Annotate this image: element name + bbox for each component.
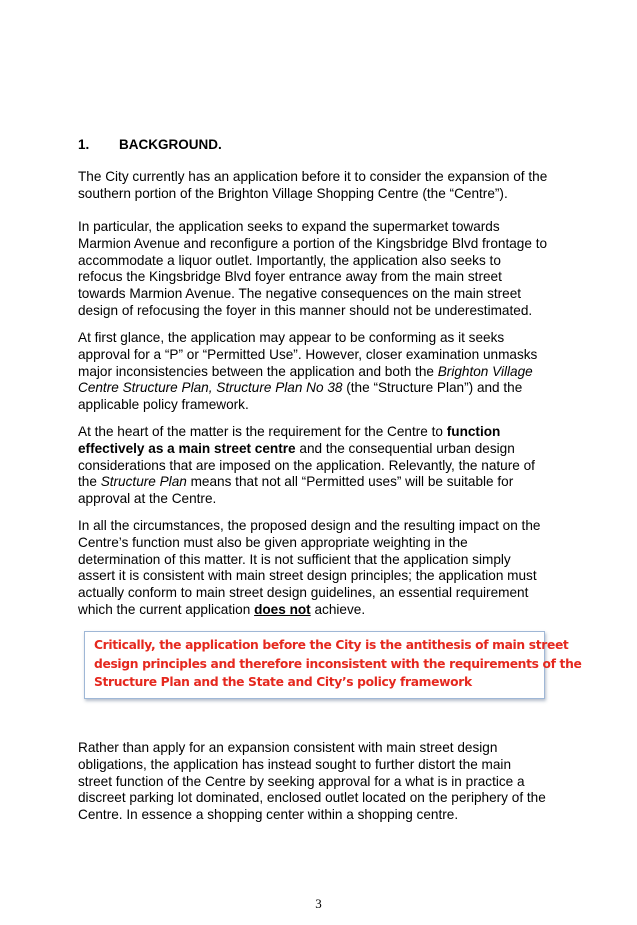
text-line: Marmion Avenue and reconfigure a portion of the Kingsbridge Blvd frontage to (78, 235, 548, 251)
bold-run: function (446, 424, 501, 439)
page-number: 3 (315, 896, 322, 911)
text-line: Rather than apply for an expansion consistent with main street design (78, 740, 498, 755)
text-line: determination of this matter. It is not sufficient that the application simply (78, 551, 511, 567)
text-line (78, 441, 568, 458)
text-run: means that not all “Permitted uses” will be suitable for (186, 474, 514, 490)
text-line (78, 602, 568, 619)
italic-run: Centre Structure Plan, Structure Plan No 38 (78, 380, 343, 396)
text-run: (the “Structure Plan”) and the (342, 380, 523, 396)
paragraph-circumstances (78, 518, 568, 619)
text-line: approval at the Centre. (78, 491, 217, 507)
paragraph-rather-than (78, 740, 568, 824)
callout-line: Critically, the application before the City is the antithesis of main street (94, 638, 569, 652)
text-line: Centre’s function must also be given appropriate weighting in the (78, 534, 468, 550)
paragraph-intro (78, 169, 568, 203)
text-line: design of refocusing the foyer in this manner should not be underestimated. (78, 302, 533, 318)
text-line: approval for a “P” or “Permitted Use”. However, closer examination unmasks (78, 346, 538, 362)
paragraph-first-glance (78, 330, 568, 414)
callout-box (84, 631, 582, 699)
bold-run: effectively as a main street centre (78, 440, 296, 456)
text-line: towards Marmion Avenue. The negative consequences on the main street (78, 286, 522, 302)
text-line (78, 364, 568, 381)
section-title: BACKGROUND. (119, 137, 222, 152)
text-run: the (78, 474, 101, 490)
text-line: At first glance, the application may appear to be conforming as it seeks (78, 330, 505, 345)
text-line: actually conform to main street design guidelines, an essential requirement (78, 585, 529, 601)
text-line: The City currently has an application before it to consider the expansion of the (78, 169, 548, 184)
section-number: 1. (78, 137, 90, 152)
text-line: accommodate a liquor outlet. Importantly, the application also seeks to (78, 252, 501, 268)
italic-run: Structure Plan (100, 474, 187, 490)
text-run: At the heart of the matter is the requirement for the Centre to (78, 424, 447, 439)
text-line: refocus the Kingsbridge Blvd foyer entrance away from the main street (78, 269, 502, 285)
text-line: In particular, the application seeks to expand the supermarket towards (78, 219, 500, 234)
text-run: major inconsistencies between the application and both the (78, 363, 438, 379)
text-line (78, 424, 568, 441)
section-heading (78, 136, 222, 154)
paragraph-heart-of-matter (78, 424, 568, 508)
text-line: applicable policy framework. (78, 397, 249, 413)
text-line: discreet parking lot dominated, enclosed outlet located on the periphery of the (78, 790, 546, 806)
text-line: considerations that are imposed on the application. Relevantly, the nature of (78, 457, 535, 473)
text-line: street function of the Centre by seeking approval for a what is in practice a (78, 773, 525, 789)
text-line (78, 474, 568, 491)
text-line: In all the circumstances, the proposed design and the resulting impact on the (78, 518, 541, 533)
italic-run: Brighton Village (437, 363, 533, 379)
text-run: which the current application (78, 601, 255, 617)
text-line: Centre. In essence a shopping center within a shopping centre. (78, 807, 459, 823)
text-line (78, 380, 568, 397)
paragraph-particular (78, 219, 568, 320)
text-line: southern portion of the Brighton Village Shopping Centre (the “Centre”). (78, 185, 508, 201)
callout-line: design principles and therefore inconsistent with the requirements of the (94, 656, 582, 671)
underlined-bold-run: does not (254, 601, 311, 617)
callout-line: Structure Plan and the State and City’s policy framework (94, 675, 472, 690)
text-line: obligations, the application has instead sought to further distort the main (78, 756, 512, 772)
text-run: and the consequential urban design (295, 440, 515, 456)
text-run: achieve. (310, 601, 366, 617)
text-line: assert it is consistent with main street design principles; the application must (78, 568, 537, 584)
